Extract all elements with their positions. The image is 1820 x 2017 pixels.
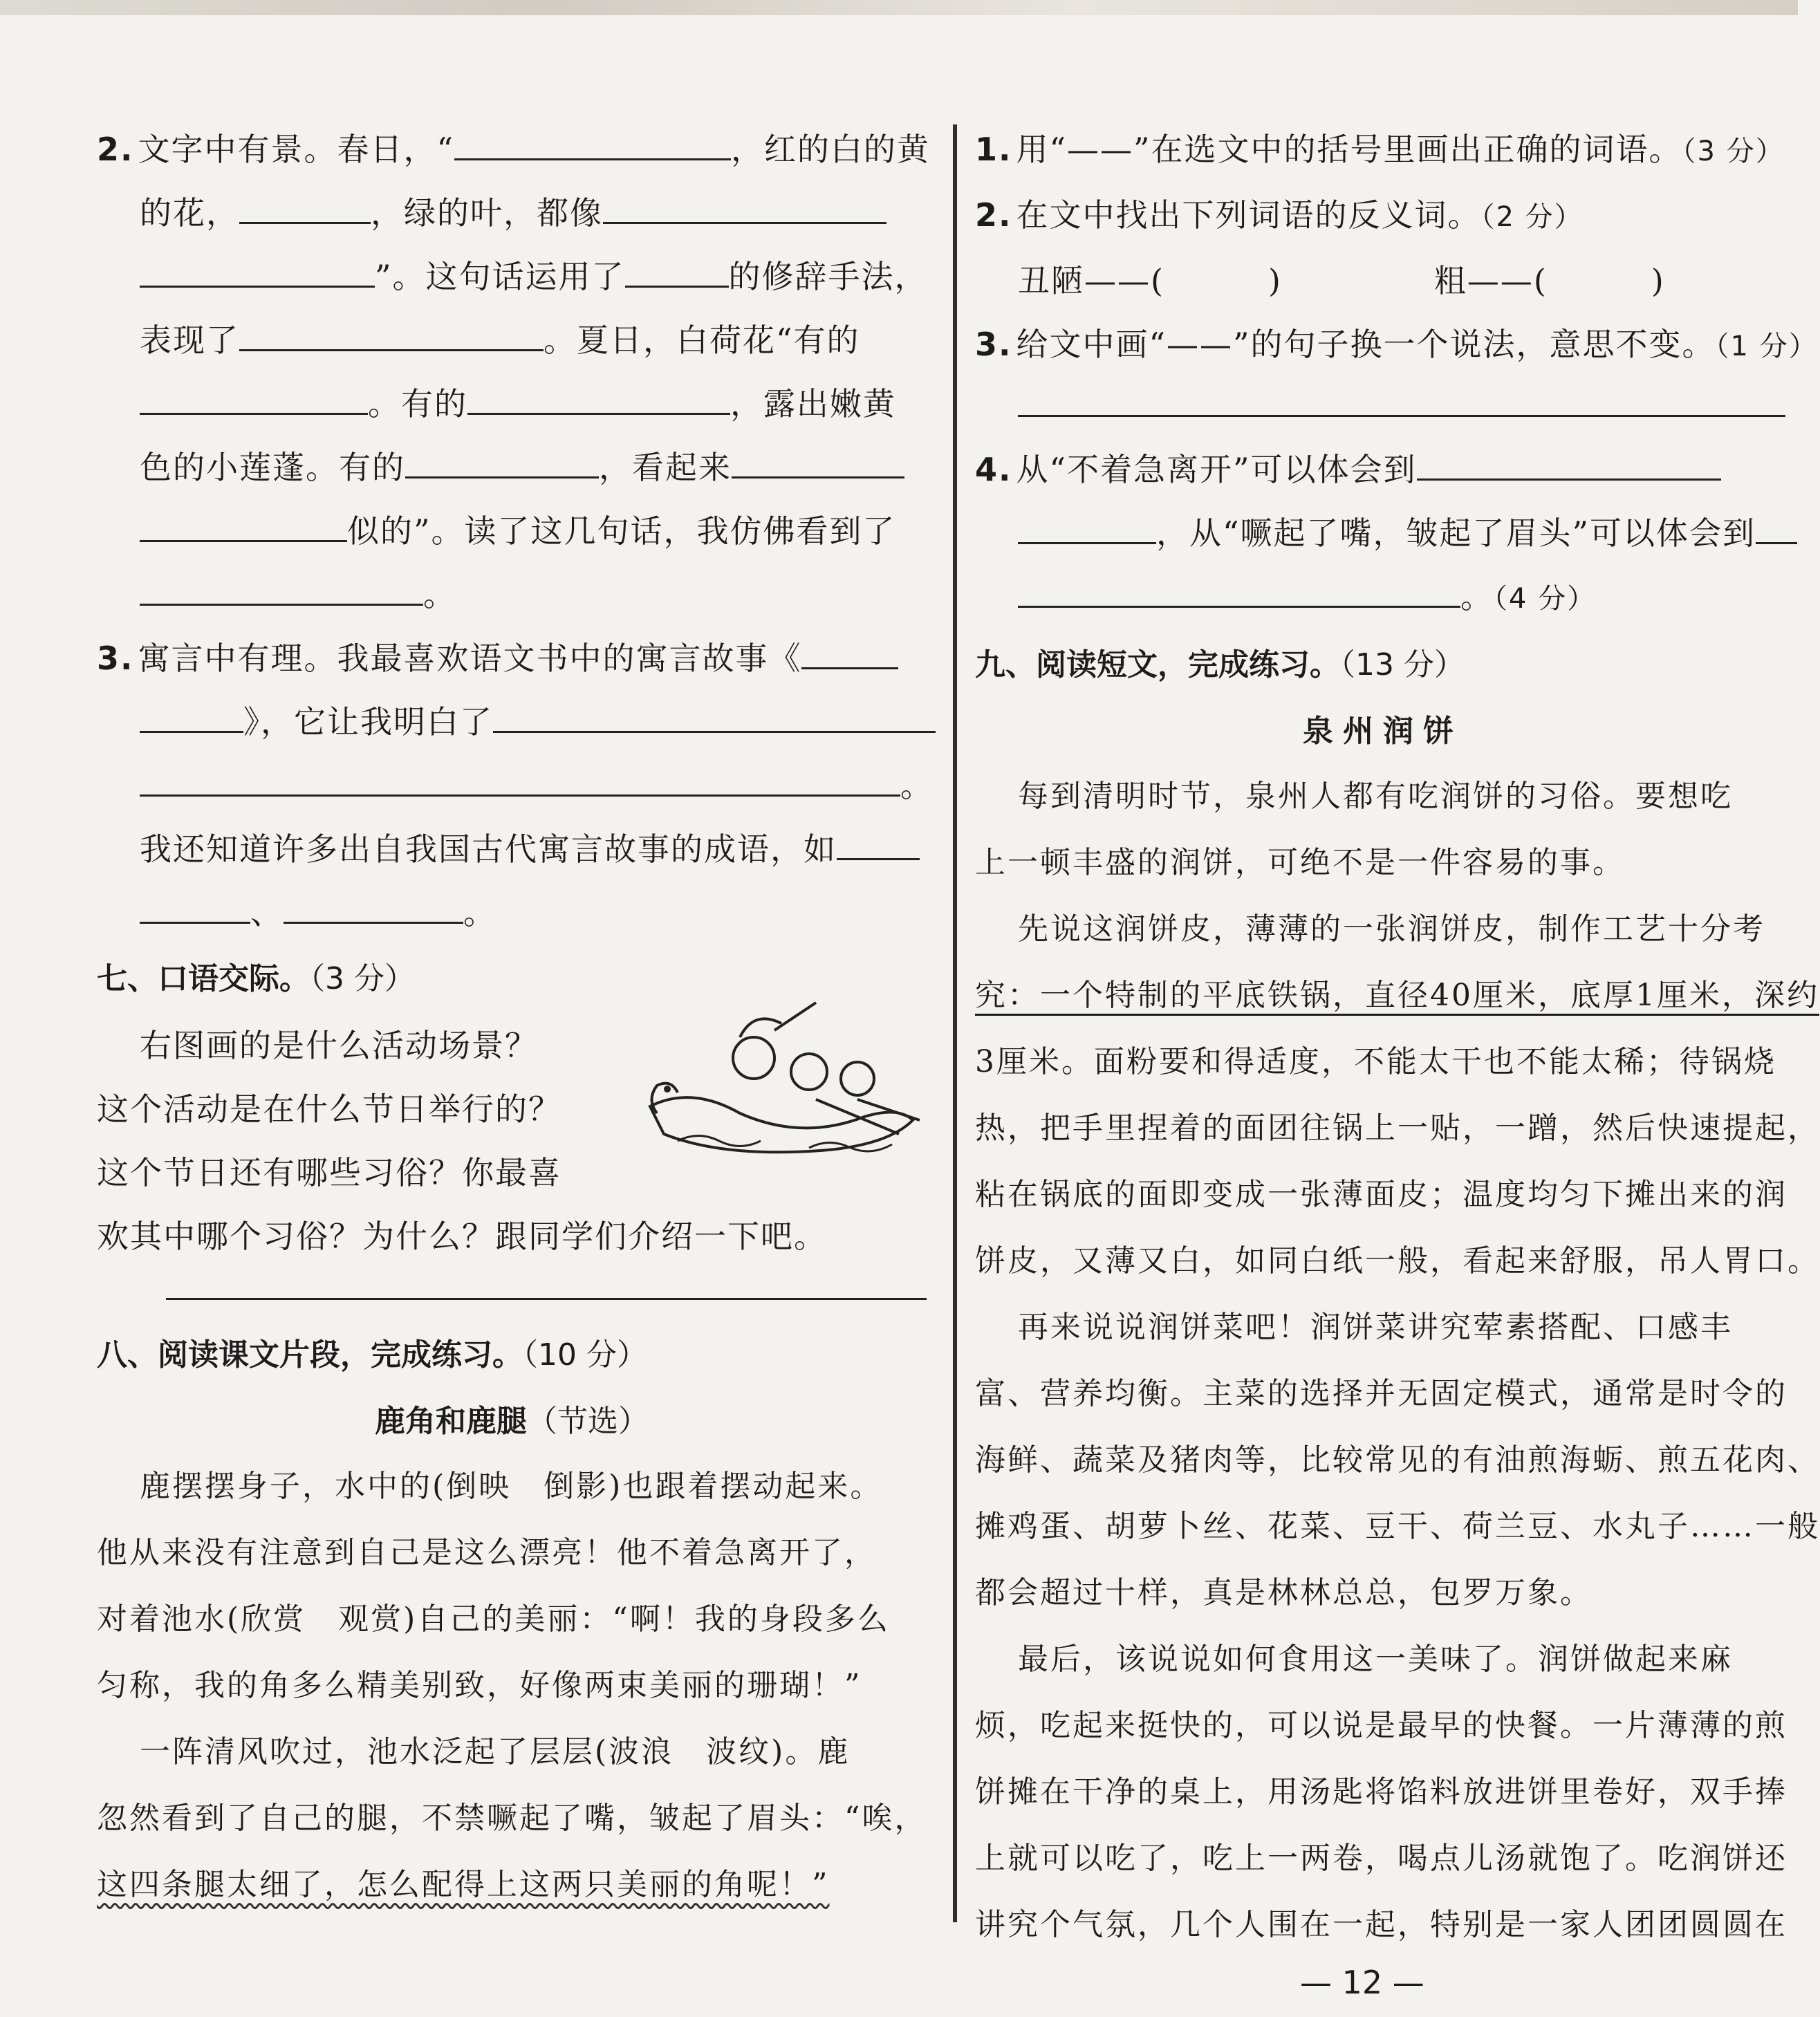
q2-text: 似的”。读了这几句话，我仿佛看到了 xyxy=(347,512,896,550)
answer-blank[interactable] xyxy=(1417,449,1721,481)
q2-line-8 xyxy=(97,563,927,626)
r-q4-number: 4. xyxy=(975,451,1012,488)
q2-line-7 xyxy=(97,499,927,563)
q2-text: 的修辞手法， xyxy=(728,258,928,295)
answer-blank[interactable] xyxy=(625,257,729,288)
passage-line: 他从来没有注意到自己是这么漂亮！他不着急离开了， xyxy=(97,1535,877,1570)
q2-text: 。有的 xyxy=(368,385,467,422)
s7-line-1: 右图画的是什么活动场景？ xyxy=(140,1027,538,1064)
column-divider xyxy=(953,124,957,1922)
article-line: 摊鸡蛋、胡萝卜丝、花菜、豆干、荷兰豆、水丸子……一般 xyxy=(975,1509,1820,1544)
r-q4-text: 。 xyxy=(1460,578,1494,615)
article-line: 富、营养均衡。主菜的选择并无固定模式，通常是时令的 xyxy=(975,1376,1788,1411)
r-q2-number: 2. xyxy=(975,196,1012,234)
r-q4-text: 从“不着急离开”可以体会到 xyxy=(1016,451,1417,488)
q2-text: ，看起来 xyxy=(599,449,732,486)
section-7-title: 七、口语交际。 xyxy=(97,961,310,996)
r-q1 xyxy=(975,118,1791,183)
q3-line-4 xyxy=(97,817,927,881)
answer-blank[interactable] xyxy=(1018,513,1156,544)
r-q4-line-3 xyxy=(975,565,1791,631)
q2-line-1 xyxy=(97,118,931,181)
article-line: 上就可以吃了，吃上一两卷，喝点儿汤就饱了。吃润饼还 xyxy=(975,1841,1788,1876)
q2-text: 。夏日，白荷花“有的 xyxy=(544,322,860,359)
article-line: 饼摊在干净的桌上，用汤匙将馅料放进饼里卷好，双手捧 xyxy=(975,1774,1788,1810)
article-line: 再来说说润饼菜吧！润饼菜讲究荤素搭配、口感丰 xyxy=(1018,1310,1733,1345)
section-8-heading xyxy=(97,1321,927,1390)
q3-line-2 xyxy=(97,690,927,754)
passage-line: 匀称，我的角多么精美别致，好像两束美丽的珊瑚！” xyxy=(97,1668,862,1703)
r-q1-text: 用“——”在选文中的括号里画出正确的词语。 xyxy=(1016,131,1682,168)
passage-title-note: （节选） xyxy=(527,1404,649,1439)
antonym-prompt-2: 粗——( xyxy=(1433,262,1548,299)
answer-blank[interactable] xyxy=(140,384,368,415)
q3-line-1 xyxy=(97,626,927,690)
r-q3 xyxy=(975,313,1818,378)
q2-line-6 xyxy=(97,436,927,499)
answer-blank[interactable] xyxy=(140,893,250,924)
answer-line[interactable] xyxy=(166,1296,927,1300)
q3-text: 。 xyxy=(463,894,496,931)
r-q2-text: 在文中找出下列词语的反义词。 xyxy=(1016,196,1481,234)
answer-blank[interactable] xyxy=(140,257,375,288)
r-q4-text: ，从“噘起了嘴，皱起了眉头”可以体会到 xyxy=(1156,514,1756,552)
article-line: 讲究个气氛，几个人围在一起，特别是一家人团团圆圆在 xyxy=(975,1907,1788,1942)
underlined-sentence: 这四条腿太细了，怎么配得上这两只美丽的角呢！” xyxy=(97,1867,830,1902)
r-q1-number: 1. xyxy=(975,131,1012,168)
r-q4-line-2 xyxy=(975,501,1791,565)
r-q3-score: （1 分） xyxy=(1715,331,1818,362)
q2-text: ，绿的叶，都像 xyxy=(371,194,603,232)
underlined-sentence: 究：一个特制的平底铁锅，直径40厘米，底厚1厘米，深约 xyxy=(975,978,1819,1013)
passage-line: 忽然看到了自己的腿，不禁噘起了嘴，皱起了眉头：“唉， xyxy=(97,1801,927,1836)
q3-line-5 xyxy=(97,881,927,945)
r-q2-score: （2 分） xyxy=(1480,201,1584,233)
r-q2-words xyxy=(975,249,1791,313)
r-q3-text: 给文中画“——”的句子换一个说法，意思不变。 xyxy=(1016,326,1716,363)
article-line: 饼皮，又薄又白，如同白纸一般，看起来舒服，吊人胃口。 xyxy=(975,1243,1820,1279)
article-line: 上一顿丰盛的润饼，可绝不是一件容易的事。 xyxy=(975,845,1625,880)
q2-text: ，露出嫩黄 xyxy=(730,385,896,422)
section-9-score: （13 分） xyxy=(1340,647,1465,682)
q3-text: 》，它让我明白了 xyxy=(243,703,493,741)
answer-blank[interactable] xyxy=(801,638,898,669)
q2-text: 表现了 xyxy=(140,322,239,359)
answer-blank[interactable] xyxy=(467,384,730,415)
passage-line xyxy=(97,1852,927,1918)
q2-line-2 xyxy=(97,181,927,245)
answer-blank[interactable] xyxy=(837,829,920,860)
q3-text: 我还知道许多出自我国古代寓言故事的成语，如 xyxy=(140,830,837,868)
s7-line-3: 这个节日还有哪些习俗？你最喜 xyxy=(97,1154,561,1191)
section-8-title: 八、阅读课文片段，完成练习。 xyxy=(97,1337,523,1373)
antonym-close-1: ) xyxy=(1268,262,1282,299)
s7-line-2: 这个活动是在什么节日举行的？ xyxy=(97,1090,561,1128)
q2-line-3 xyxy=(97,245,927,308)
answer-blank[interactable] xyxy=(239,193,371,224)
dragon-boat-illustration xyxy=(636,1003,927,1162)
q3-text: 。 xyxy=(900,767,934,804)
answer-blank[interactable] xyxy=(239,320,544,351)
section-7-score: （3 分） xyxy=(310,961,415,996)
q2-text: ，红的白的黄 xyxy=(731,131,931,168)
article-line: 热，把手里捏着的面团往锅上一贴，一蹭，然后快速提起， xyxy=(975,1110,1820,1146)
r-q4-score: （4 分） xyxy=(1494,583,1597,615)
passage-line: 对着池水(欣赏 观赏)自己的美丽：“啊！我的身段多么 xyxy=(97,1601,890,1637)
answer-blank[interactable] xyxy=(140,765,900,797)
article-line: 海鲜、蔬菜及猪肉等，比较常见的有油煎海蛎、煎五花肉、 xyxy=(975,1442,1820,1478)
antonym-prompt-1: 丑陋——( xyxy=(1018,262,1164,299)
section-8-score: （10 分） xyxy=(523,1337,647,1373)
q2-text: 色的小莲蓬。有的 xyxy=(140,449,405,486)
answer-line[interactable] xyxy=(1018,413,1785,417)
q3-text: 、 xyxy=(250,894,284,931)
answer-blank[interactable] xyxy=(140,511,347,542)
r-q3-number: 3. xyxy=(975,326,1012,363)
article-line: 最后，该说说如何食用这一美味了。润饼做起来麻 xyxy=(1018,1642,1733,1677)
answer-blank[interactable] xyxy=(732,447,904,478)
answer-blank[interactable] xyxy=(1018,577,1460,608)
r-q2 xyxy=(975,183,1791,249)
q2-line-4 xyxy=(97,308,927,372)
article-line xyxy=(975,963,1819,1029)
passage-line: 鹿摆摆身子，水中的(倒映 倒影)也跟着摆动起来。 xyxy=(140,1469,883,1504)
article-title: 泉州润饼 xyxy=(1303,714,1463,749)
answer-blank[interactable] xyxy=(140,702,243,733)
antonym-close-2: ) xyxy=(1651,262,1665,299)
answer-blank[interactable] xyxy=(493,702,936,733)
q2-number: 2. xyxy=(97,131,134,168)
q2-text: 的花， xyxy=(140,194,239,232)
answer-blank[interactable] xyxy=(603,193,886,224)
q2-text: ”。这句话运用了 xyxy=(375,258,625,295)
article-line: 先说这润饼皮，薄薄的一张润饼皮，制作工艺十分考 xyxy=(1018,911,1765,947)
q2-line-5 xyxy=(97,372,927,436)
article-line: 烦，吃起来挺快的，可以说是最早的快餐。一片薄薄的煎 xyxy=(975,1708,1788,1743)
q3-number: 3. xyxy=(97,640,134,677)
answer-blank[interactable] xyxy=(454,129,731,160)
r-q1-score: （3 分） xyxy=(1682,136,1785,167)
passage-line: 一阵清风吹过，池水泛起了层层(波浪 波纹)。鹿 xyxy=(140,1734,851,1769)
page-top-edge xyxy=(0,0,1798,15)
article-line: 粘在锅底的面即变成一张薄面皮；温度均匀下摊出来的润 xyxy=(975,1177,1788,1212)
q2-text: 。 xyxy=(423,576,456,613)
right-column xyxy=(975,118,1820,1958)
answer-blank[interactable] xyxy=(284,893,463,924)
passage-title-text: 鹿角和鹿腿 xyxy=(375,1404,527,1439)
q3-text: 寓言中有理。我最喜欢语文书中的寓言故事《 xyxy=(138,640,802,677)
section-9-heading xyxy=(975,631,1791,700)
q3-line-3 xyxy=(97,754,934,817)
article-line: 每到清明时节，泉州人都有吃润饼的习俗。要想吃 xyxy=(1018,779,1733,814)
passage-title xyxy=(97,1390,927,1453)
section-9-title: 九、阅读短文，完成练习。 xyxy=(975,647,1340,682)
q2-text: 文字中有景。春日，“ xyxy=(138,131,455,168)
page-number: — 12 — xyxy=(1300,1964,1424,2001)
r-q4-line-1 xyxy=(975,438,1791,501)
answer-blank[interactable] xyxy=(1756,513,1797,544)
article-line: 3厘米。面粉要和得适度，不能太干也不能太稀；待锅烧 xyxy=(975,1044,1776,1079)
s7-line-4: 欢其中哪个习俗？为什么？跟同学们介绍一下吧。 xyxy=(97,1218,827,1255)
answer-blank[interactable] xyxy=(140,575,423,606)
answer-blank[interactable] xyxy=(405,447,599,478)
article-line: 都会超过十样，真是林林总总，包罗万象。 xyxy=(975,1575,1593,1610)
